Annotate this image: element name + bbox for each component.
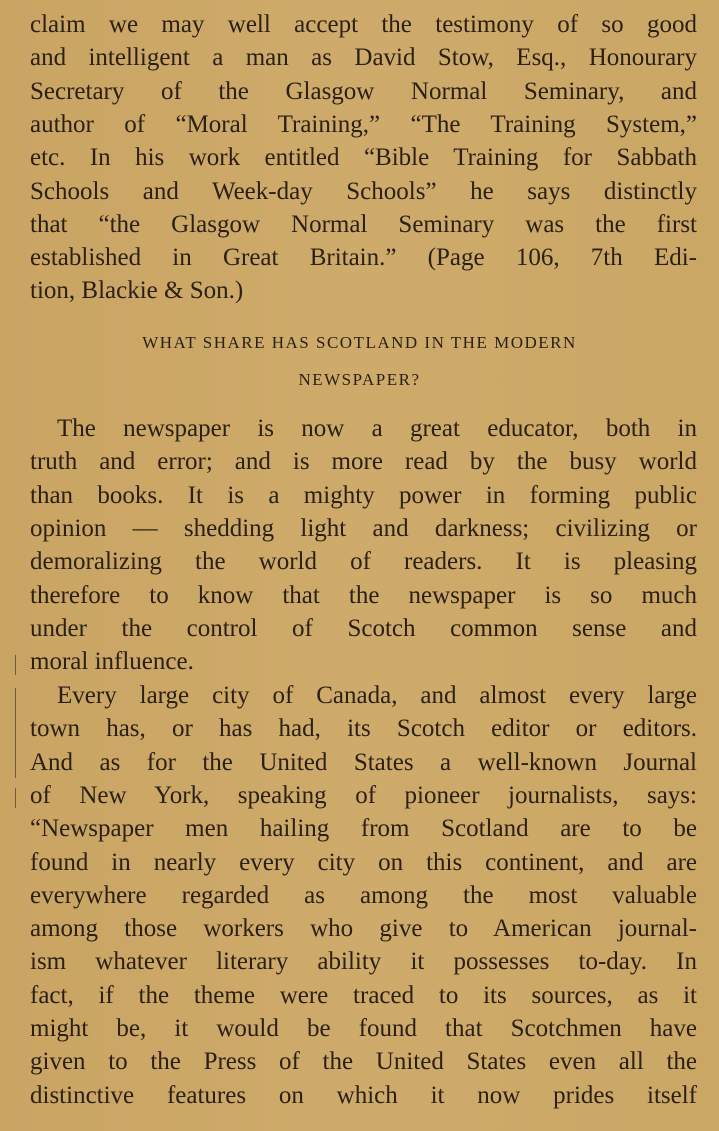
text-line: demoralizing the world of readers. It is pleasing: [30, 548, 697, 576]
text-line: moral influence.: [30, 648, 194, 676]
text-line: “Newspaper men hailing from Scotland are to be: [30, 815, 697, 843]
text-line: Schools and Week-day Schools” he says distinctly: [30, 177, 697, 205]
text-line: opinion — shedding light and darkness; civilizing or: [30, 514, 697, 542]
text-line: that “the Glasgow Normal Seminary was the first: [30, 210, 697, 238]
text-line: than books. It is a mighty power in forming public: [30, 481, 697, 509]
margin-mark: [15, 688, 16, 778]
text-line: claim we may well accept the testimony of so good: [30, 11, 697, 38]
text-line: truth and error; and is more read by the busy world: [30, 448, 697, 476]
text-line: ism whatever literary ability it possesses to-day. In: [30, 948, 697, 976]
text-line: under the control of Scotch common sense and: [30, 614, 697, 642]
section-heading-line-2: NEWSPAPER?: [298, 370, 421, 389]
text-line: among those workers who give to American journal-: [30, 915, 697, 943]
text-line: Every large city of Canada, and almost every large: [57, 682, 697, 709]
text-line: The newspaper is now a great educator, both in: [57, 415, 697, 442]
text-line: distinctive features on which it now prides itself: [30, 1081, 697, 1109]
margin-mark: [15, 655, 16, 675]
text-line: fact, if the theme were traced to its sources, as it: [30, 981, 697, 1009]
text-line: might be, it would be found that Scotchmen have: [30, 1015, 697, 1042]
text-line: tion, Blackie & Son.): [30, 277, 244, 305]
section-heading-line-1: WHAT SHARE HAS SCOTLAND IN THE MODERN: [142, 333, 577, 352]
text-line: established in Great Britain.” (Page 106, 7th Edi-: [30, 244, 697, 272]
text-line: Secretary of the Glasgow Normal Seminary, and: [30, 77, 697, 105]
text-line: And as for the United States a well-known Journal: [30, 748, 697, 776]
text-line: town has, or has had, its Scotch editor or editors.: [30, 715, 697, 743]
text-line: found in nearly every city on this continent, and are: [30, 848, 697, 876]
text-line: of New York, speaking of pioneer journalists, says:: [30, 781, 697, 809]
text-line: given to the Press of the United States even all the: [30, 1048, 697, 1076]
text-line: and intelligent a man as David Stow, Esq., Honourary: [30, 44, 697, 72]
text-line: etc. In his work entitled “Bible Training for Sabbath: [30, 144, 697, 172]
text-line: therefore to know that the newspaper is so much: [30, 581, 697, 609]
text-line: author of “Moral Training,” “The Training System,”: [30, 110, 697, 138]
text-line: everywhere regarded as among the most valuable: [30, 881, 697, 909]
margin-mark: [15, 788, 16, 808]
